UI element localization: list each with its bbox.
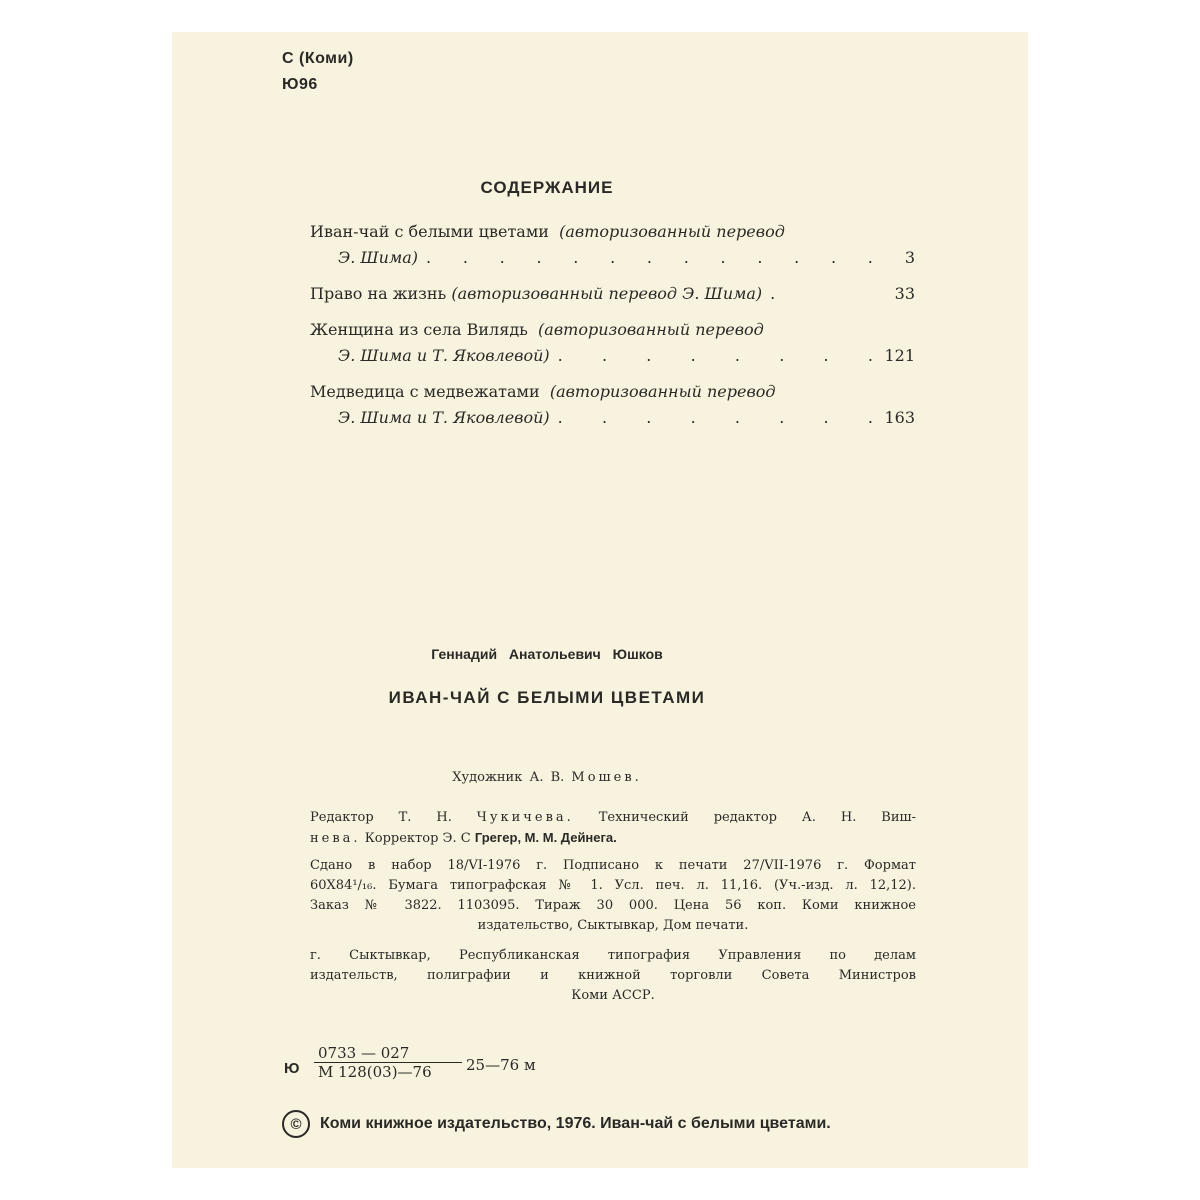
toc-entry-note: (авторизованный перевод xyxy=(559,222,785,241)
printer-line: г. Сыктывкар, Республиканская типография Управления по делам xyxy=(310,948,916,963)
toc-entry-title: Женщина из села Вилядь xyxy=(310,320,528,339)
publication-code xyxy=(284,1044,604,1094)
toc-entry-note: (авторизованный перевод Э. Шима) xyxy=(451,284,763,303)
editor-name: Чукичева. xyxy=(476,810,574,825)
toc-entry-title: Право на жизнь xyxy=(310,284,447,303)
toc-title: СОДЕРЖАНИЕ xyxy=(480,178,614,197)
toc-entry-note: (авторизованный перевод xyxy=(549,382,776,401)
corrector-names: Грегер, М. М. Дейнега. xyxy=(474,830,617,845)
toc-entry xyxy=(310,320,915,372)
editors-credit xyxy=(310,808,916,849)
dot-leader: . . . . . . . . xyxy=(557,346,875,365)
toc-entry xyxy=(310,382,915,434)
artist-label: Художник А. В. xyxy=(452,770,565,785)
copyright-icon: © xyxy=(282,1110,310,1138)
book-page xyxy=(172,32,1028,1168)
toc-entry-title: Медведица с медвежатами xyxy=(310,382,540,401)
printer-line: Коми АССР. xyxy=(571,988,655,1003)
classification-code: С (Коми) xyxy=(282,50,354,67)
tech-editor-name: нева. xyxy=(310,831,361,846)
author-name: Геннадий Анатольевич Юшков xyxy=(431,646,663,662)
artist-credit xyxy=(172,770,922,785)
toc-entry-note: Э. Шима и Т. Яковлевой) xyxy=(338,346,550,365)
print-detail-line: Заказ № 3822. 1103095. Тираж 30 000. Цена 56 коп. Коми книжное xyxy=(310,898,916,913)
copyright-line xyxy=(282,1110,831,1138)
corrector-label: Корректор Э. С xyxy=(364,831,471,846)
toc-page-number: 33 xyxy=(894,284,915,303)
print-detail-line: Сдано в набор 18/VI-1976 г. Подписано к печати 27/VII-1976 г. Формат xyxy=(310,858,916,873)
pub-code-suffix: 25—76 м xyxy=(466,1056,536,1074)
pub-code-fraction xyxy=(314,1044,462,1081)
toc-page-number: 121 xyxy=(884,346,915,365)
dot-leader: . . . . . . . . xyxy=(557,408,875,427)
toc-page-number: 163 xyxy=(884,408,915,427)
pub-code-denominator: М 128(03)—76 xyxy=(318,1063,432,1081)
pub-code-prefix: Ю xyxy=(284,1060,300,1077)
print-details xyxy=(310,856,916,936)
dot-leader: . . . . . . . . . . . . . xyxy=(426,248,875,267)
printer-line: издательств, полиграфии и книжной торговли Совета Министров xyxy=(310,968,916,983)
copyright-text: Коми книжное издательство, 1976. Иван-чай с белыми цветами. xyxy=(320,1115,831,1132)
table-of-contents xyxy=(310,222,915,444)
print-detail-line: издательство, Сыктывкар, Дом печати. xyxy=(477,918,749,933)
artist-name: Мошев. xyxy=(571,770,642,785)
pub-code-numerator: 0733 — 027 xyxy=(314,1044,462,1063)
toc-entry xyxy=(310,222,915,274)
toc-entry xyxy=(310,284,915,310)
index-code: Ю96 xyxy=(282,76,318,93)
toc-entry-title: Иван-чай с белыми цветами xyxy=(310,222,549,241)
book-title: ИВАН-ЧАЙ С БЕЛЫМИ ЦВЕТАМИ xyxy=(388,688,706,707)
tech-editor: Технический редактор А. Н. Виш- xyxy=(598,810,916,825)
toc-entry-note: (авторизованный перевод xyxy=(538,320,764,339)
toc-page-number: 3 xyxy=(904,248,915,267)
print-detail-line: 60Х84¹/₁₆. Бумага типографская № 1. Усл. печ. л. 11,16. (Уч.-изд. л. 12,12). xyxy=(310,878,916,893)
printer-details xyxy=(310,946,916,1006)
dot-leader: . xyxy=(770,284,778,303)
toc-entry-note: Э. Шима) xyxy=(338,248,419,267)
editor-label: Редактор Т. Н. xyxy=(310,810,452,825)
toc-entry-note: Э. Шима и Т. Яковлевой) xyxy=(338,408,550,427)
